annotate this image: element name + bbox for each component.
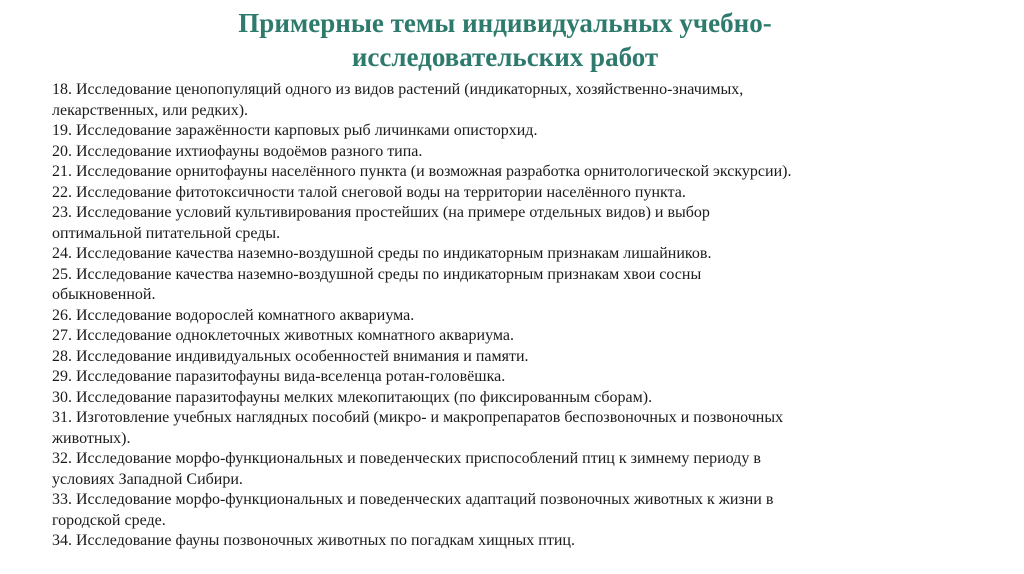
topic-item-26 — [52, 306, 972, 327]
topic-item-18 — [52, 80, 972, 121]
slide-title — [150, 6, 860, 74]
title-line-1: Примерные темы индивидуальных учебно- — [238, 8, 772, 38]
topic-number: 32. — [52, 450, 72, 467]
topic-text: Исследование ихтиофауны водоёмов разного типа. — [76, 142, 423, 160]
topic-text: Исследование качества наземно-воздушной среды по индикаторным признакам хвои сосны — [76, 265, 702, 283]
topic-text: Исследование одноклеточных животных комнатного аквариума. — [76, 327, 514, 344]
topic-number: 25. — [52, 265, 72, 283]
topic-text: Исследование фитотоксичности талой снеговой воды на территории населённого пункта. — [76, 183, 686, 201]
topic-number: 29. — [52, 368, 72, 385]
topic-text-continued: условиях Западной Сибири. — [52, 470, 243, 488]
topic-text: Исследование индивидуальных особенностей внимания и памяти. — [76, 347, 529, 365]
topic-text-continued: лекарственных, или редких). — [52, 101, 249, 119]
topic-text: Исследование фауны позвоночных животных по погадкам хищных птиц. — [76, 532, 575, 549]
topic-number: 27. — [52, 327, 72, 344]
topic-item-29 — [52, 367, 972, 388]
topic-text: Исследование морфо-функциональных и поведенческих приспособлений птиц к зимнему периоду в — [76, 450, 761, 467]
topic-text-continued: животных). — [52, 429, 131, 447]
topic-item-32 — [52, 449, 972, 490]
topic-number: 24. — [52, 245, 72, 262]
topic-text-continued: городской среде. — [52, 511, 166, 529]
topic-text: Исследование качества наземно-воздушной среды по индикаторным признакам лишайников. — [76, 245, 712, 262]
topic-text: Исследование водорослей комнатного аквариума. — [76, 306, 415, 324]
topic-item-33 — [52, 490, 972, 531]
topic-item-22 — [52, 183, 972, 204]
title-line-2: исследовательских работ — [351, 42, 659, 72]
topics-list — [52, 80, 972, 552]
topic-text: Исследование паразитофауны мелких млекопитающих (по фиксированным сборам). — [76, 388, 653, 406]
topic-item-30 — [52, 388, 972, 409]
topic-number: 31. — [52, 409, 72, 426]
topic-text: Исследование паразитофауны вида-вселенца ротан-головёшка. — [76, 368, 506, 385]
topic-number: 26. — [52, 306, 72, 324]
topic-number: 18. — [52, 81, 72, 98]
topic-number: 19. — [52, 122, 72, 139]
topic-item-20 — [52, 142, 972, 163]
topic-number: 33. — [52, 491, 72, 508]
topic-item-34 — [52, 531, 972, 552]
topic-text-continued: обыкновенной. — [52, 286, 156, 303]
topic-text: Исследование орнитофауны населённого пункта (и возможная разработка орнитологической экскурсии). — [76, 163, 792, 180]
topic-item-28 — [52, 347, 972, 368]
topic-text: Исследование морфо-функциональных и поведенческих адаптаций позвоночных животных к жизни в — [76, 491, 774, 508]
topic-text: Изготовление учебных наглядных пособий (микро- и макропрепаратов беспозвоночных и позвоночных — [76, 409, 784, 426]
topic-text: Исследование заражённости карповых рыб личинками описторхид. — [76, 122, 538, 139]
topic-number: 20. — [52, 142, 72, 160]
topic-number: 22. — [52, 183, 72, 201]
topic-text: Исследование условий культивирования простейших (на примере отдельных видов) и выбор — [76, 204, 710, 221]
topic-item-24 — [52, 244, 972, 265]
topic-number: 21. — [52, 163, 72, 180]
topic-item-19 — [52, 121, 972, 142]
topic-item-25 — [52, 265, 972, 306]
topic-number: 28. — [52, 347, 72, 365]
topic-item-27 — [52, 326, 972, 347]
topic-number: 30. — [52, 388, 72, 406]
topic-text: Исследование ценопопуляций одного из видов растений (индикаторных, хозяйственно-значимых, — [76, 81, 744, 98]
topic-number: 23. — [52, 204, 72, 221]
topic-item-31 — [52, 408, 972, 449]
topic-number: 34. — [52, 532, 72, 549]
topic-item-23 — [52, 203, 972, 244]
topic-item-21 — [52, 162, 972, 183]
topic-text-continued: оптимальной питательной среды. — [52, 224, 281, 242]
